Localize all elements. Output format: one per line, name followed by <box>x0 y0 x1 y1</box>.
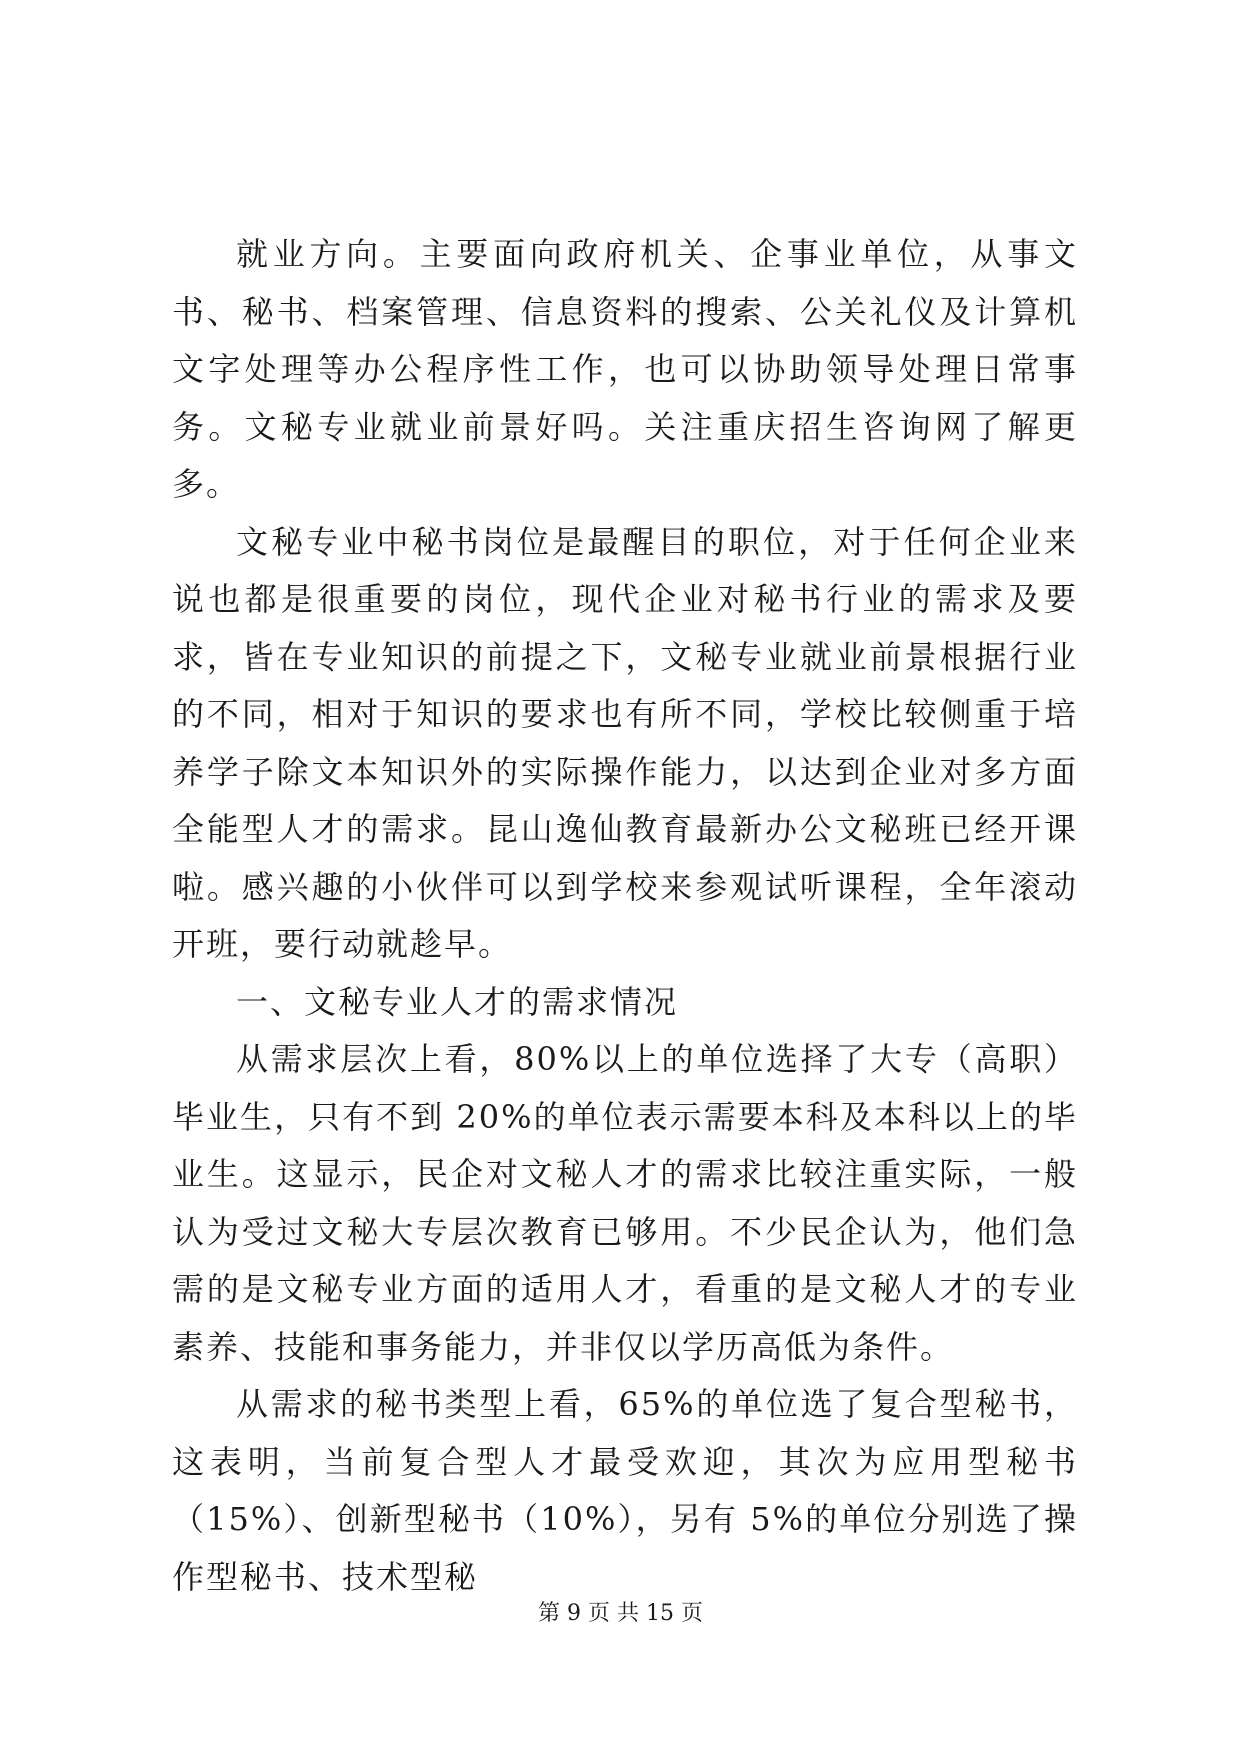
document-body <box>172 226 1078 1606</box>
paragraph-secretary-position: 文秘专业中秘书岗位是最醒目的职位，对于任何企业来说也都是很重要的岗位，现代企业对秘书行业的需求及要求，皆在专业知识的前提之下，文秘专业就业前景根据行业的不同，相对于知识的要求也有所不同，学校比较侧重于培养学子除文本知识外的实际操作能力，以达到企业对多方面全能型人才的需求。昆山逸仙教育最新办公文秘班已经开课啦。感兴趣的小伙伴可以到学校来参观试听课程，全年滚动开班，要行动就趁早。 <box>172 522 1078 963</box>
paragraph-demand-level: 从需求层次上看，80%以上的单位选择了大专（高职）毕业生，只有不到 20%的单位表示需要本科及本科以上的毕业生。这显示，民企对文秘人才的需求比较注重实际，一般认为受过文秘大专层次教育已够用。不少民企认为，他们急需的是文秘专业方面的适用人才，看重的是文秘人才的专业素养、技能和事务能力，并非仅以学历高低为条件。 <box>172 1040 1078 1366</box>
page-number-footer: 第 9 页 共 15 页 <box>538 1601 703 1626</box>
paragraph-employment-direction: 就业方向。主要面向政府机关、企事业单位，从事文书、秘书、档案管理、信息资料的搜索、公关礼仪及计算机文字处理等办公程序性工作，也可以协助领导处理日常事务。文秘专业就业前景好吗。关注重庆招生咨询网了解更多。 <box>172 235 1078 503</box>
paragraph-secretary-type: 从需求的秘书类型上看，65%的单位选了复合型秘书，这表明，当前复合型人才最受欢迎，其次为应用型秘书（15%）、创新型秘书（10%），另有 5%的单位分别选了操作型秘书、技术型秘 <box>172 1385 1078 1596</box>
section-heading: 一、文秘专业人才的需求情况 <box>236 982 679 1021</box>
